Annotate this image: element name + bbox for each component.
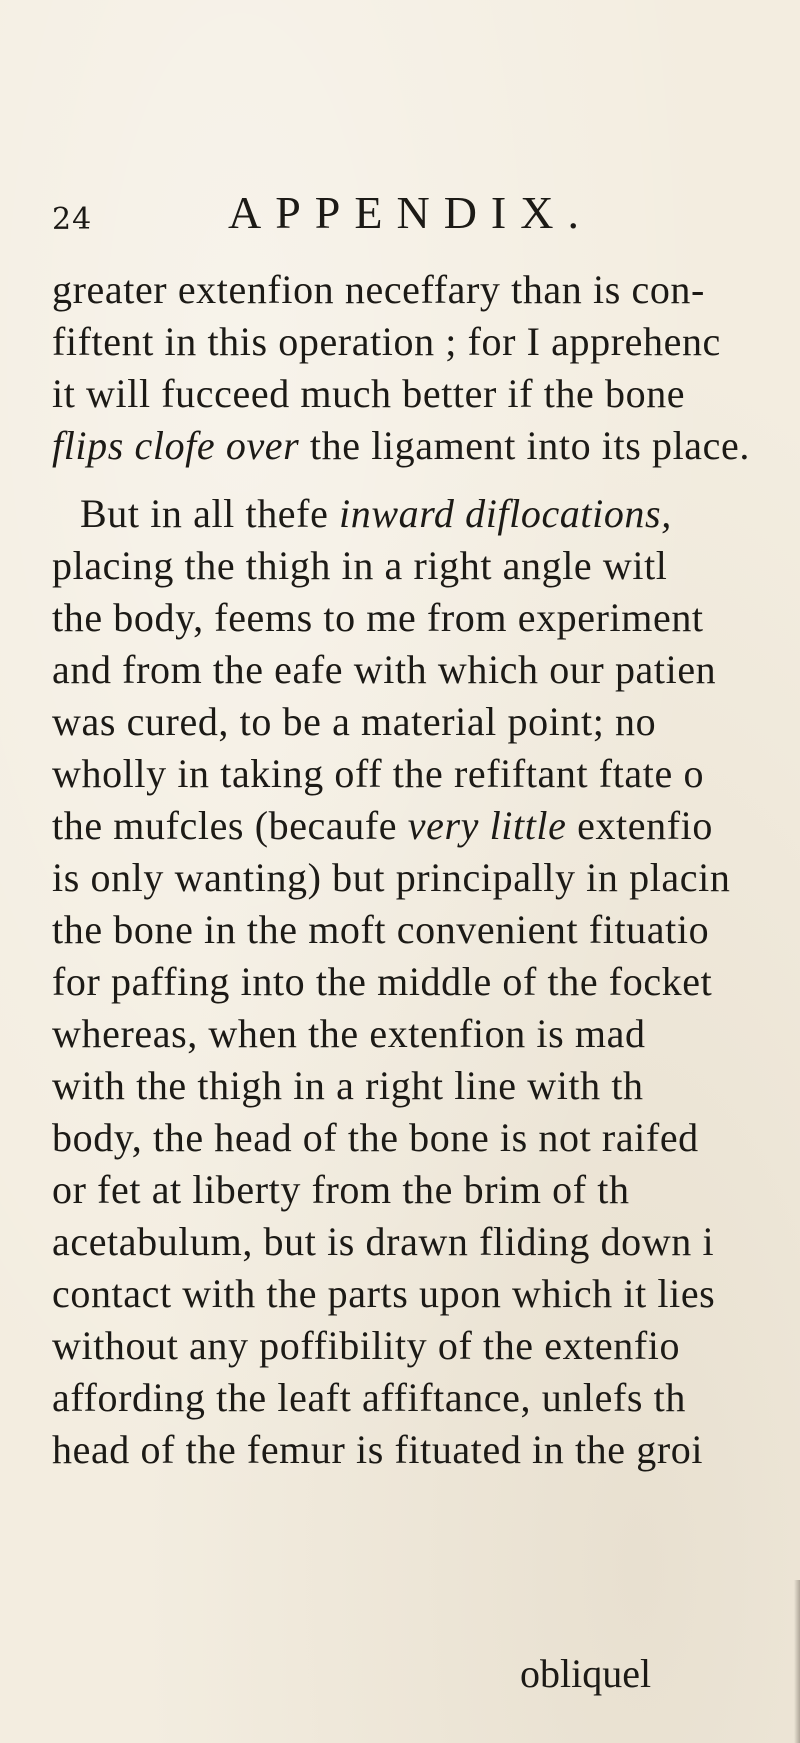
catchword: obliquel bbox=[520, 1651, 652, 1696]
text-line bbox=[80, 488, 672, 540]
text-run: affording the leaft affiftance, unlefs th bbox=[52, 1375, 686, 1420]
text-run: and from the eafe with which our patien bbox=[52, 647, 717, 692]
italic-text: inward diflocations, bbox=[339, 491, 672, 536]
text-line bbox=[52, 696, 656, 748]
page-header bbox=[0, 180, 800, 260]
body-text bbox=[52, 264, 800, 1664]
text-run: acetabulum, but is drawn fliding down i bbox=[52, 1219, 715, 1264]
text-line bbox=[52, 800, 713, 852]
page-number: 24 bbox=[52, 202, 93, 237]
text-line bbox=[52, 1320, 680, 1372]
text-run: But in all thefe bbox=[80, 491, 340, 536]
text-line bbox=[52, 852, 730, 904]
text-run: with the thigh in a right line with th bbox=[52, 1063, 644, 1108]
text-run: extenfio bbox=[566, 803, 713, 848]
text-line bbox=[52, 644, 716, 696]
text-line bbox=[52, 420, 750, 472]
text-line bbox=[52, 540, 668, 592]
text-line bbox=[52, 904, 709, 956]
text-run: is only wanting) but principally in placin bbox=[52, 855, 731, 900]
text-line bbox=[52, 368, 685, 420]
page-edge-shadow bbox=[794, 1580, 800, 1743]
text-line bbox=[52, 1112, 699, 1164]
text-run: fiftent in this operation ; for I apprehenc bbox=[52, 319, 721, 364]
text-run: placing the thigh in a right angle witl bbox=[52, 543, 668, 588]
text-run: the ligament into its place. bbox=[299, 423, 750, 468]
text-run: it will fucceed much better if the bone bbox=[52, 371, 686, 416]
text-run: or fet at liberty from the brim of th bbox=[52, 1167, 630, 1212]
text-run: contact with the parts upon which it lies bbox=[52, 1271, 716, 1316]
text-run: the body, feems to me from experiment bbox=[52, 595, 704, 640]
text-run: body, the head of the bone is not raifed bbox=[52, 1115, 699, 1160]
text-line bbox=[52, 316, 721, 368]
text-run: the mufcles (becaufe bbox=[52, 803, 408, 848]
italic-text: very little bbox=[407, 803, 567, 848]
text-run: whereas, when the extenfion is mad bbox=[52, 1011, 646, 1056]
text-line bbox=[52, 592, 704, 644]
text-line bbox=[52, 1268, 715, 1320]
text-line bbox=[52, 1372, 686, 1424]
text-run: head of the femur is fituated in the groi bbox=[52, 1427, 704, 1472]
text-line bbox=[52, 1216, 714, 1268]
text-line bbox=[52, 1424, 703, 1476]
text-line bbox=[52, 956, 712, 1008]
text-line bbox=[52, 1060, 644, 1112]
text-line bbox=[52, 264, 705, 316]
running-head: APPENDIX. bbox=[228, 187, 593, 238]
text-run: without any poffibility of the extenfio bbox=[52, 1323, 681, 1368]
text-run: the bone in the moft convenient fituatio bbox=[52, 907, 710, 952]
text-run: greater extenfion neceffary than is con bbox=[52, 267, 692, 312]
text-line bbox=[52, 1008, 646, 1060]
text-run: - bbox=[691, 267, 705, 312]
text-line bbox=[52, 1164, 630, 1216]
text-line bbox=[52, 748, 704, 800]
italic-text: flips clofe over bbox=[52, 423, 300, 468]
text-run: was cured, to be a material point; no bbox=[52, 699, 657, 744]
text-run: wholly in taking off the refiftant ftate o bbox=[52, 751, 705, 796]
text-run: for paffing into the middle of the focket bbox=[52, 959, 713, 1004]
